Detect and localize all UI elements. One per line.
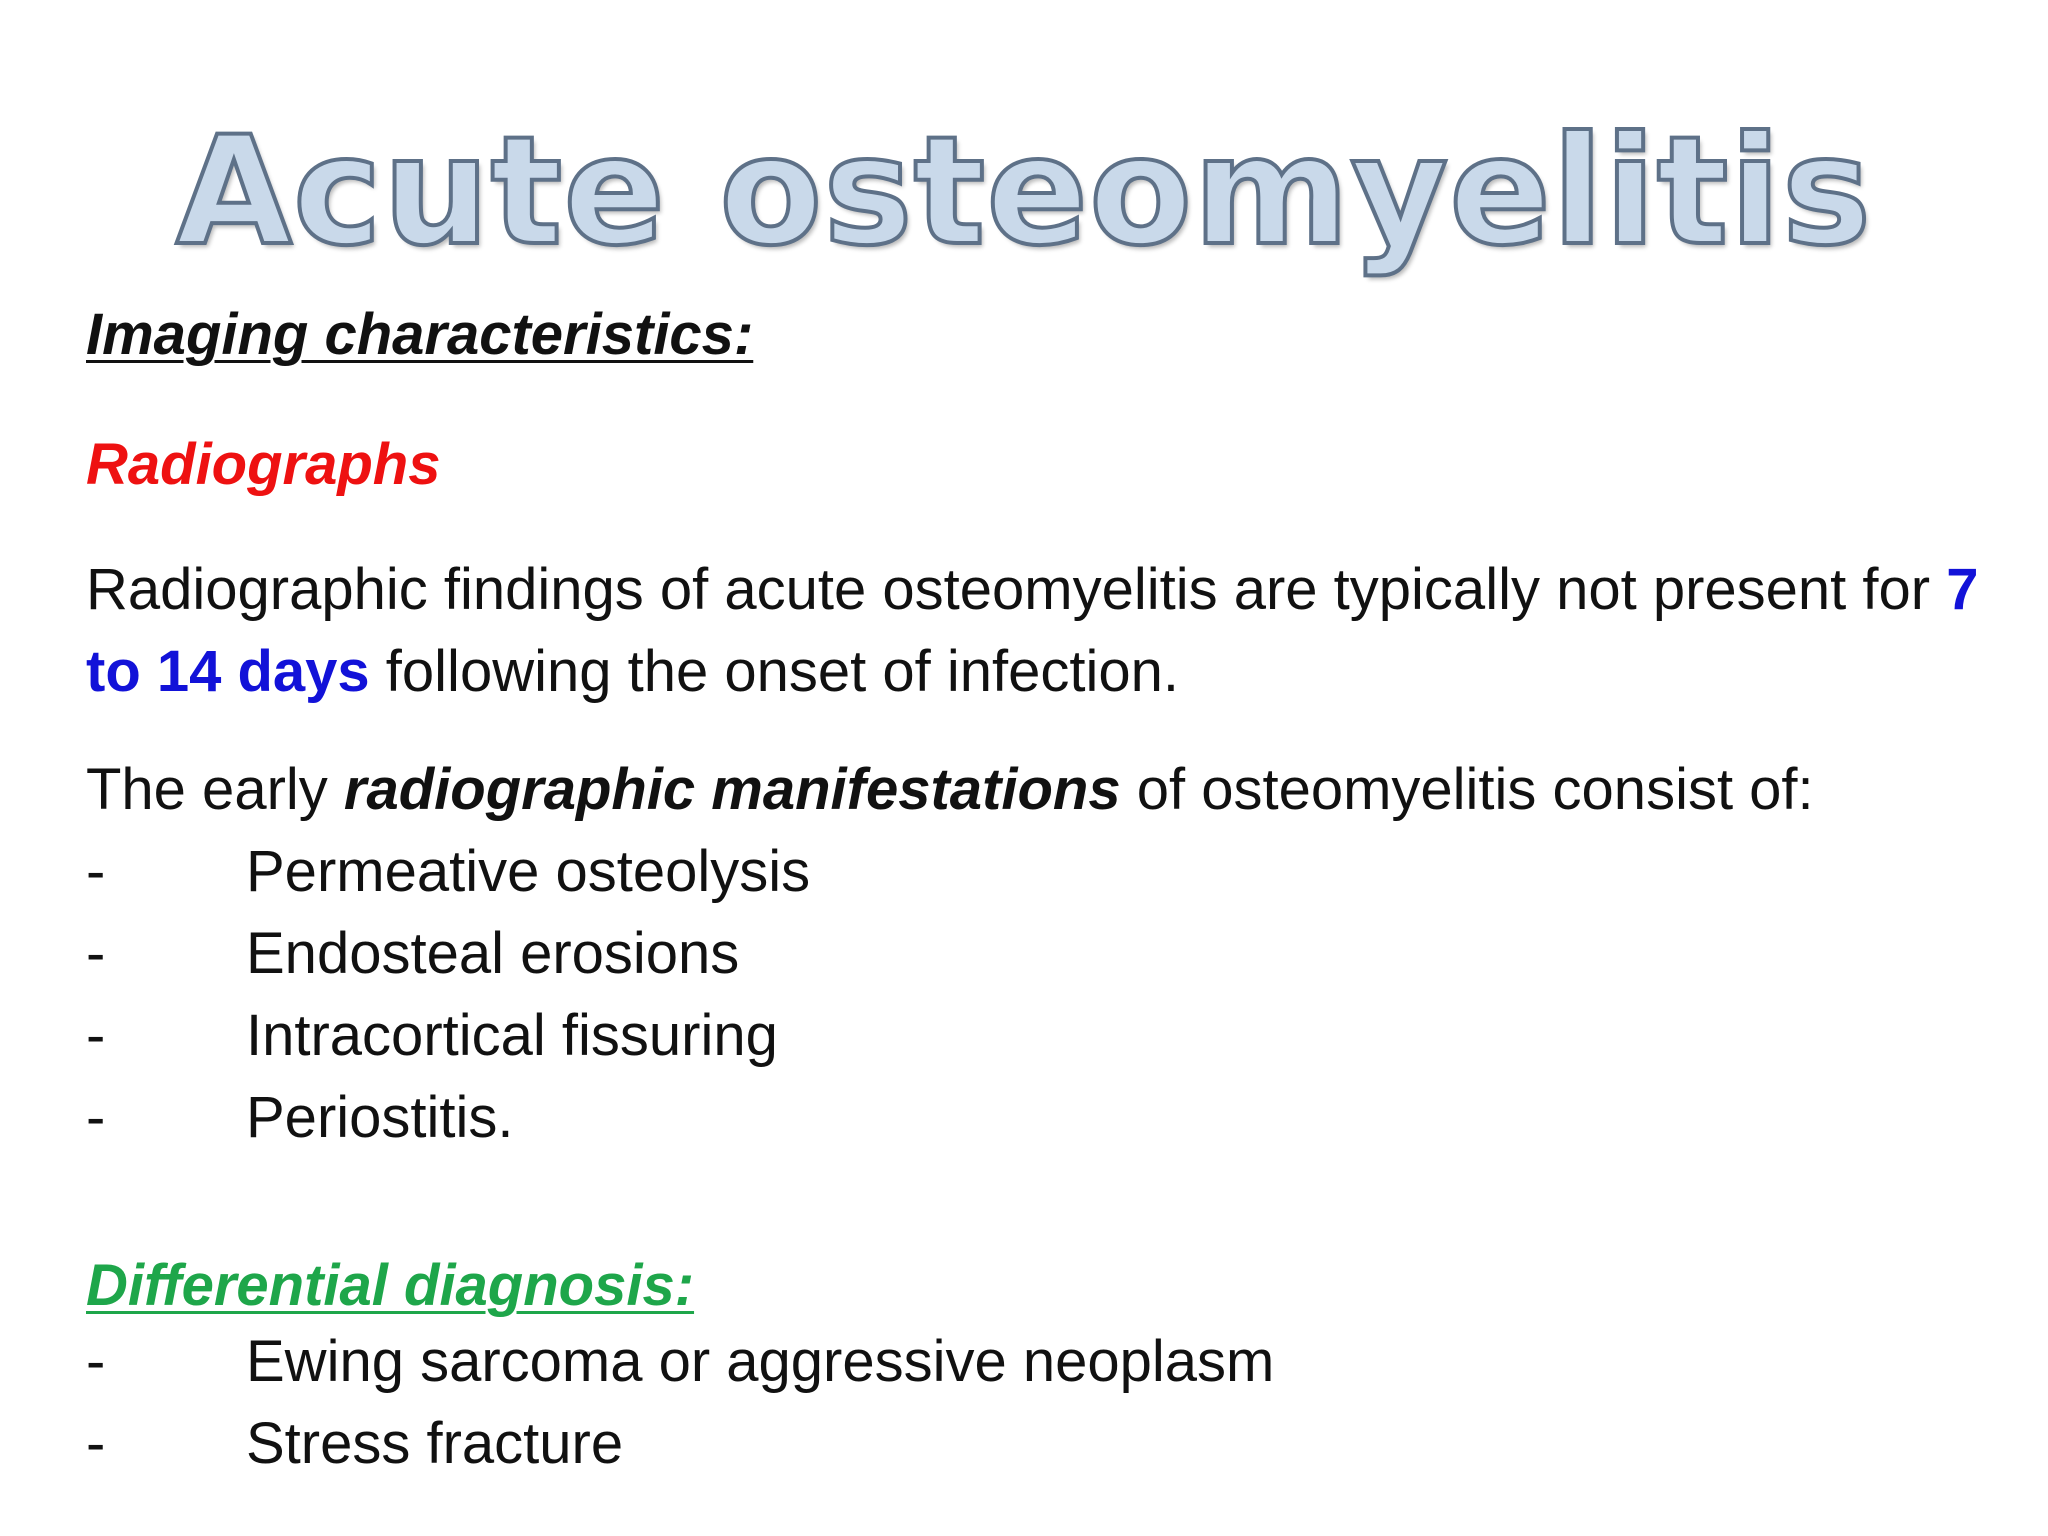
list-item-text: Stress fracture xyxy=(246,1410,624,1476)
list-item-text: Intracortical fissuring xyxy=(246,1003,778,1069)
early-manifestations-paragraph xyxy=(86,749,1986,831)
list-dash: - xyxy=(86,1085,106,1151)
list-dash: - xyxy=(86,921,106,987)
list-dash: - xyxy=(86,1328,106,1394)
list-item xyxy=(86,995,1986,1077)
radiographs-heading: Radiographs xyxy=(86,431,441,497)
differential-heading: Differential diagnosis: xyxy=(86,1253,695,1319)
list-dash: - xyxy=(86,839,106,905)
list-item xyxy=(86,1321,1986,1403)
list-item xyxy=(86,1077,1986,1159)
imaging-heading: Imaging characteristics: xyxy=(86,302,754,367)
list-item xyxy=(86,831,1986,913)
list-item-text: Permeative osteolysis xyxy=(246,839,811,905)
list-item-text: Periostitis. xyxy=(246,1085,514,1151)
list-item xyxy=(86,913,1986,995)
paragraph2-text-after: of osteomyelitis consist of: xyxy=(1120,757,1814,823)
list-item-text: Endosteal erosions xyxy=(246,921,740,987)
list-dash: - xyxy=(86,1003,106,1069)
paragraph1-text-before: Radiographic findings of acute osteomyelitis are typically not present for xyxy=(86,557,1947,623)
days-highlight: 7 to 14 days xyxy=(86,557,1979,705)
differential-section xyxy=(86,1251,1986,1485)
radiographic-findings-paragraph xyxy=(86,549,1986,713)
slide-content xyxy=(86,300,1986,1485)
slide-title: Acute osteomyelitis xyxy=(175,105,1873,279)
manifestations-list xyxy=(86,831,1986,1159)
list-item-text: Ewing sarcoma or aggressive neoplasm xyxy=(246,1328,1275,1394)
list-dash: - xyxy=(86,1410,106,1476)
manifestations-emphasis: radiographic manifestations xyxy=(343,757,1121,823)
paragraph1-text-after: following the onset of infection. xyxy=(369,639,1179,705)
list-item xyxy=(86,1403,1986,1485)
differentials-list xyxy=(86,1321,1986,1485)
paragraph2-text-before: The early xyxy=(86,757,344,823)
